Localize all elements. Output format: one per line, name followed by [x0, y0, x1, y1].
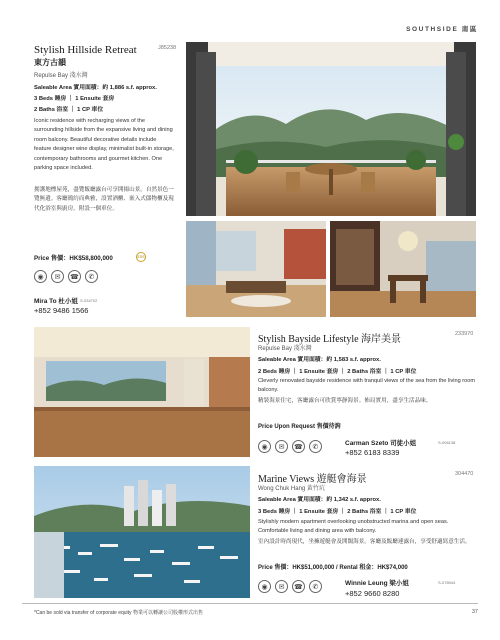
listing1-beds: 3 Beds 睡房 ｜ 1 Ensuite 套房	[34, 96, 115, 102]
listing3-photo	[34, 466, 250, 598]
listing1-price: Price 售價：HK$58,800,000	[34, 255, 113, 262]
listing1-phone[interactable]: +852 9486 1566	[34, 306, 89, 315]
listing1-living-photo	[186, 221, 326, 317]
listing2-description-cn: 精裝海景住宅，客廳露台可欣賞寧靜海景。佈局實用，盡享生活品味。	[258, 398, 432, 404]
listing2-phone[interactable]: +852 6183 8339	[345, 448, 400, 457]
listing2-area: Saleable Area 實用面積：約 1,583 s.f. approx.	[258, 357, 381, 363]
mail-icon[interactable]: ✉	[275, 580, 288, 593]
view-icon[interactable]: ◉	[258, 580, 271, 593]
brand-label: SOUTHSIDE 南區	[406, 26, 478, 33]
listing2-agent: Carman Szeto 司徒小姐	[345, 440, 417, 447]
listing2-photo	[34, 327, 250, 457]
listing1-description-cn: 拥護地標屋苑，盡覽飯廳露台可享開揚山景。自然景色一覽無遺。客廳簡約而典雅，設置酒櫃、嵌入式儲物櫃及現代化浴室與廚房。附設一個車位。	[34, 187, 174, 212]
whatsapp-icon[interactable]: ✆	[309, 580, 322, 593]
page-number: 37	[471, 609, 478, 615]
listing3-beds: 3 Beds 睡房 ｜ 1 Ensuite 套房 ｜ 2 Baths 浴室 ｜ 1 CP 車位	[258, 509, 417, 515]
listing3-ref: 304470	[455, 471, 474, 477]
ess-badge-icon: ESS	[136, 252, 146, 262]
listing1-ref: J85238	[158, 45, 177, 51]
listing2-price: Price Upon Request 售價待詢	[258, 424, 341, 430]
whatsapp-icon[interactable]: ✆	[309, 440, 322, 453]
listing1-area: Saleable Area 實用面積：約 1,886 s.f. approx.	[34, 85, 157, 91]
listing3-price: Price 售價：HK$51,000,000 / Rental 租金：HK$74,000	[258, 565, 408, 571]
listing1-dining-photo	[330, 221, 476, 317]
view-icon[interactable]: ◉	[34, 270, 47, 283]
listing3-area: Saleable Area 實用面積：約 1,342 s.f. approx.	[258, 497, 381, 503]
listing2-ref: 233970	[455, 331, 474, 337]
footer-divider	[22, 603, 478, 604]
listing1-description: Iconic residence with recharging views of the surrounding hillside from the expansive living and dining room balcony. Beautiful decorative details include feature designer wine display, minimalist built-in storage, contemporary bathrooms and gourmet kitchen. One parking space included.	[34, 118, 174, 172]
phone-icon[interactable]: ☎	[68, 270, 81, 283]
listing1-baths: 2 Baths 浴室 ｜ 1 CP 車位	[34, 107, 104, 113]
listing3-license: S-078944	[438, 580, 456, 585]
listing1-location: Repulse Bay 淺水灣	[34, 73, 88, 79]
listing3-description: Stylishly modern apartment overlooking unobstructed marina and open seas. Comfortable living and dining area with balcony.	[258, 519, 449, 535]
listing1-agent: Mira To 杜小姐	[34, 298, 78, 305]
listing3-description-cn: 室內設計時尚現代，坐擁遊艇會及開闊海景。客廳及飯廳連露台，享受舒適寫意生活。	[258, 539, 471, 545]
listing3-title: Marine Views 遊艇會海景	[258, 474, 367, 485]
whatsapp-icon[interactable]: ✆	[85, 270, 98, 283]
mail-icon[interactable]: ✉	[275, 440, 288, 453]
listing1-main-photo	[186, 42, 476, 216]
listing3-location: Wong Chuk Hang 黃竹坑	[258, 486, 325, 492]
listing1-title-cn: 東方古韻	[34, 58, 66, 67]
listing1-title: Stylish Hillside Retreat	[34, 44, 137, 56]
mail-icon[interactable]: ✉	[51, 270, 64, 283]
listing2-description: Cleverly renovated bayside residence with tranquil views of the sea from the living room balcony.	[258, 378, 476, 394]
view-icon[interactable]: ◉	[258, 440, 271, 453]
listing2-title: Stylish Bayside Lifestyle 海岸美景	[258, 334, 402, 345]
listing2-beds: 2 Beds 睡房 ｜ 1 Ensuite 套房 ｜ 2 Baths 浴室 ｜ 1 CP 車位	[258, 369, 417, 375]
phone-icon[interactable]: ☎	[292, 440, 305, 453]
listing2-license: S-006138	[438, 440, 456, 445]
footer-note: *Can be sold via transfer of corporate equity 物業可以轉讓公司股權形式出售	[34, 610, 203, 616]
listing1-license: S-034702	[80, 298, 98, 303]
phone-icon[interactable]: ☎	[292, 580, 305, 593]
listing2-location: Repulse Bay 淺水灣	[258, 346, 312, 352]
listing3-phone[interactable]: +852 9660 8280	[345, 589, 400, 598]
listing3-agent: Winnie Leung 梁小姐	[345, 580, 409, 587]
